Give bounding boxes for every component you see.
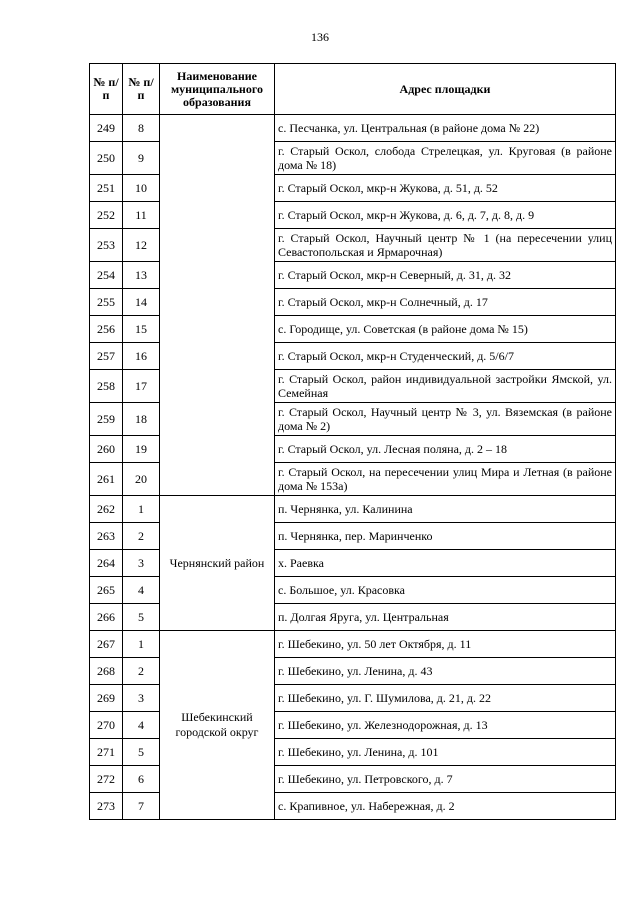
row-number-local: 1 [123,631,160,658]
site-address: г. Старый Оскол, район индивидуальной застройки Ямской, ул. Семейная [275,370,616,403]
row-number-local: 17 [123,370,160,403]
row-number-local: 3 [123,550,160,577]
row-number-local: 15 [123,316,160,343]
site-address: г. Шебекино, ул. Железнодорожная, д. 13 [275,712,616,739]
municipality-cell: Шебекинский городской округ [160,631,275,820]
row-number-overall: 262 [90,496,123,523]
row-number-local: 16 [123,343,160,370]
table-body [90,115,616,820]
row-number-local: 5 [123,739,160,766]
site-address: г. Старый Оскол, слобода Стрелецкая, ул. Круговая (в районе дома № 18) [275,142,616,175]
row-number-local: 9 [123,142,160,175]
page-number: 136 [311,30,329,44]
site-address: г. Старый Оскол, мкр-н Жукова, д. 6, д. 7, д. 8, д. 9 [275,202,616,229]
row-number-overall: 260 [90,436,123,463]
site-address: с. Песчанка, ул. Центральная (в районе дома № 22) [275,115,616,142]
row-number-overall: 257 [90,343,123,370]
site-address: г. Старый Оскол, мкр-н Северный, д. 31, д. 32 [275,262,616,289]
row-number-local: 8 [123,115,160,142]
row-number-local: 1 [123,496,160,523]
row-number-overall: 255 [90,289,123,316]
row-number-overall: 250 [90,142,123,175]
row-number-local: 20 [123,463,160,496]
row-number-local: 18 [123,403,160,436]
row-number-overall: 269 [90,685,123,712]
header-address: Адрес площадки [275,64,616,115]
site-address: г. Старый Оскол, Научный центр № 1 (на пересечении улиц Севастопольская и Ярмарочная) [275,229,616,262]
row-number-overall: 270 [90,712,123,739]
header-municipality: Наименование муниципального образования [160,64,275,115]
row-number-local: 2 [123,658,160,685]
site-address: г. Шебекино, ул. Ленина, д. 101 [275,739,616,766]
row-number-local: 4 [123,577,160,604]
row-number-overall: 251 [90,175,123,202]
row-number-local: 14 [123,289,160,316]
municipality-cell [160,115,275,496]
site-address: г. Старый Оскол, мкр-н Студенческий, д. 5/6/7 [275,343,616,370]
row-number-local: 2 [123,523,160,550]
row-number-overall: 256 [90,316,123,343]
row-number-overall: 272 [90,766,123,793]
row-number-local: 5 [123,604,160,631]
row-number-overall: 261 [90,463,123,496]
row-number-local: 11 [123,202,160,229]
row-number-overall: 258 [90,370,123,403]
site-address: г. Шебекино, ул. Г. Шумилова, д. 21, д. 22 [275,685,616,712]
row-number-overall: 265 [90,577,123,604]
row-number-overall: 273 [90,793,123,820]
table-row [90,115,616,142]
row-number-local: 12 [123,229,160,262]
municipality-cell: Чернянский район [160,496,275,631]
row-number-overall: 252 [90,202,123,229]
sites-table [89,63,616,820]
site-address: с. Городище, ул. Советская (в районе дома № 15) [275,316,616,343]
site-address: п. Чернянка, пер. Маринченко [275,523,616,550]
site-address: с. Крапивное, ул. Набережная, д. 2 [275,793,616,820]
site-address: г. Старый Оскол, мкр-н Солнечный, д. 17 [275,289,616,316]
table-header [90,64,616,115]
site-address: г. Старый Оскол, ул. Лесная поляна, д. 2 – 18 [275,436,616,463]
row-number-overall: 263 [90,523,123,550]
row-number-overall: 249 [90,115,123,142]
row-number-local: 6 [123,766,160,793]
header-number-overall: № п/п [90,64,123,115]
site-address: г. Старый Оскол, Научный центр № 3, ул. Вяземская (в районе дома № 2) [275,403,616,436]
site-address: х. Раевка [275,550,616,577]
row-number-local: 19 [123,436,160,463]
row-number-overall: 266 [90,604,123,631]
row-number-local: 10 [123,175,160,202]
site-address: г. Шебекино, ул. Ленина, д. 43 [275,658,616,685]
row-number-local: 3 [123,685,160,712]
table-row [90,496,616,523]
row-number-local: 4 [123,712,160,739]
site-address: п. Долгая Яруга, ул. Центральная [275,604,616,631]
row-number-overall: 267 [90,631,123,658]
site-address: г. Старый Оскол, на пересечении улиц Мира и Летная (в районе дома № 153а) [275,463,616,496]
row-number-overall: 264 [90,550,123,577]
site-address: г. Шебекино, ул. 50 лет Октября, д. 11 [275,631,616,658]
row-number-overall: 254 [90,262,123,289]
row-number-local: 7 [123,793,160,820]
site-address: п. Чернянка, ул. Калинина [275,496,616,523]
row-number-overall: 268 [90,658,123,685]
table-row [90,631,616,658]
site-address: г. Шебекино, ул. Петровского, д. 7 [275,766,616,793]
row-number-overall: 259 [90,403,123,436]
header-number-local: № п/п [123,64,160,115]
row-number-local: 13 [123,262,160,289]
row-number-overall: 271 [90,739,123,766]
site-address: с. Большое, ул. Красовка [275,577,616,604]
row-number-overall: 253 [90,229,123,262]
site-address: г. Старый Оскол, мкр-н Жукова, д. 51, д. 52 [275,175,616,202]
